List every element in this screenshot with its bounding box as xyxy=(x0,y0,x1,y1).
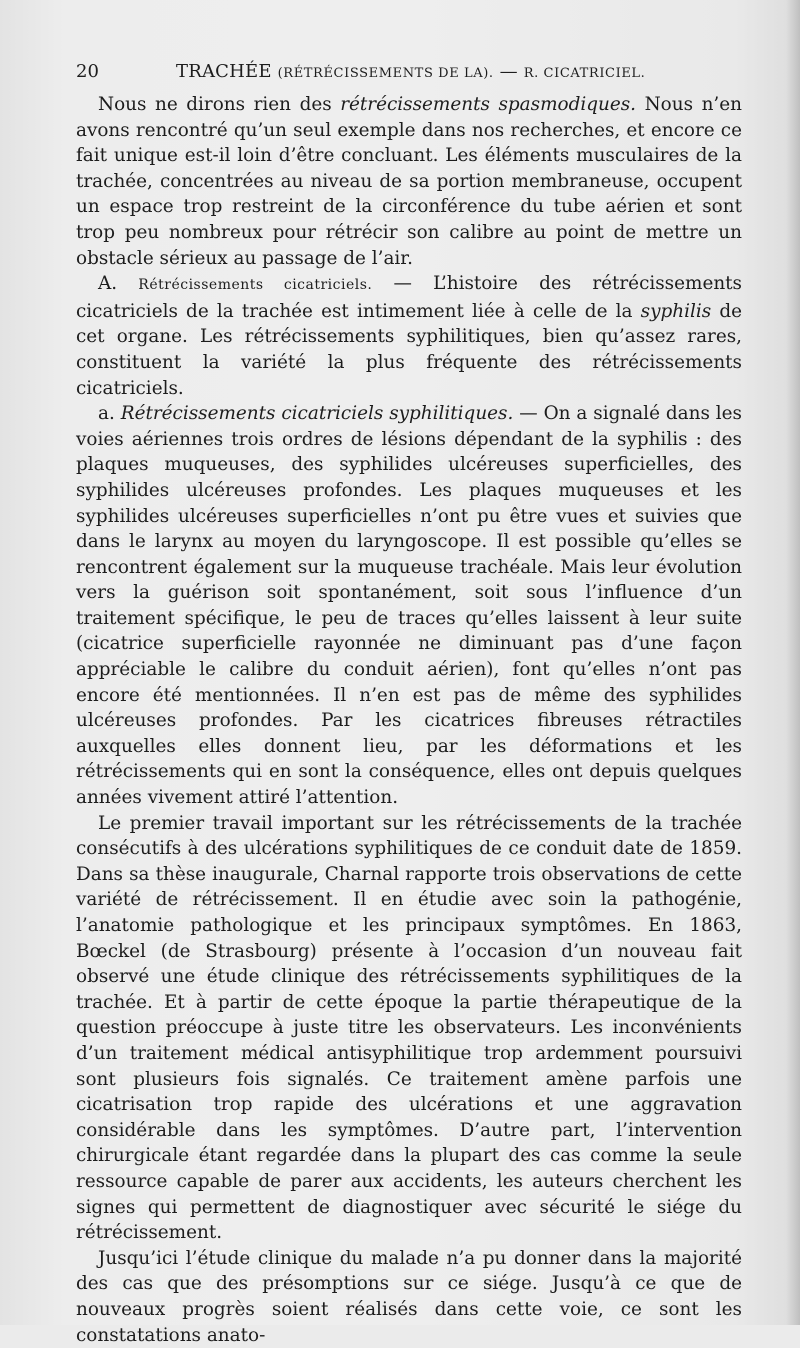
paragraph-clinical: Jusqu’ici l’étude clinique du malade n’a pu donner dans la majorité des cas que des présomptions sur ce siége. Jusqu’à ce que de nouveaux progrès soient réalisés dans cette voie, ce sont les constatations anato- xyxy=(76,1247,742,1346)
body-text xyxy=(76,92,742,1348)
paragraph-syphilitic xyxy=(76,401,742,811)
p3-lead: a. xyxy=(98,403,121,425)
p3-emphasis: Rétrécissements cicatriciels syphilitiques. xyxy=(120,403,514,425)
running-head xyxy=(76,58,742,86)
p2-text2: de cet organe. Les rétrécissements syphilitiques, bien qu’assez rares, constituent la variété la plus fréquente des rétrécissements cicatriciels. xyxy=(76,300,742,399)
paragraph-cicatricial xyxy=(76,271,742,401)
p1-emphasis: rétrécissements spasmodiques. xyxy=(340,94,637,115)
head-title-dash: — xyxy=(499,61,518,82)
page-number: 20 xyxy=(76,61,99,82)
page-spine-shadow xyxy=(786,0,800,1325)
paragraph-spasmodic xyxy=(76,92,742,271)
head-section-label: R. CICATRICIEL. xyxy=(523,66,646,81)
head-title-subtitle: (RÉTRÉCISSEMENTS DE LA). xyxy=(277,66,494,81)
p2-heading: Rétrécissements cicatriciels. xyxy=(138,277,373,294)
head-title-main: TRACHÉE xyxy=(176,61,272,82)
p1-pre: Nous ne dirons rien des xyxy=(98,94,341,115)
p2-emphasis: syphilis xyxy=(640,300,712,322)
running-head-title xyxy=(176,58,645,88)
p2-text1: — L’histoire des rétrécissements cicatriciels de la trachée est intimement liée à celle de la xyxy=(76,273,742,322)
paragraph-history: Le premier travail important sur les rétrécissements de la trachée consécutifs à des ulcérations syphilitiques de ce conduit date de 1859. Dans sa thèse inaugurale, Charnal rapporte trois observations de cette variété de rétrécissement. Il en étudie avec soin la pathogénie, l’anatomie pathologique et les principaux symptômes. En 1863, Bœckel (de Strasbourg) présente à l’occasion d’un nouveau fait observé une étude clinique des rétrécissements syphilitiques de la trachée. Et à partir de cette époque la partie thérapeutique de la question préoccupe à juste titre les observateurs. Les inconvénients d’un traitement médical antisyphilitique trop ardemment poursuivi sont plusieurs fois signalés. Ce traitement amène parfois une cicatrisation trop rapide des ulcérations et une aggravation considérable dans les symptômes. D’autre part, l’intervention chirurgicale étant regardée dans la plupart des cas comme la seule ressource capable de parer aux accidents, les auteurs cherchent les signes qui permettent de diagnostiquer avec sécurité le siége du rétrécissement. xyxy=(76,812,742,1244)
p1-post: Nous n’en avons rencontré qu’un seul exemple dans nos recherches, et encore ce fait unique est-il loin d’être concluant. Les éléments musculaires de la trachée, concentrées au niveau de sa portion membraneuse, occupent un espace trop restreint de la circonférence du tube aérien et sont trop peu nombreux pour rétrécir son calibre au point de mettre un obstacle sérieux au passage de l’air. xyxy=(76,94,742,269)
p2-lead: A. xyxy=(98,273,139,295)
p3-text: — On a signalé dans les voies aériennes trois ordres de lésions dépendant de la syphilis : des plaques muqueuses, des syphilides ulcéreuses superficielles, des syphilides ulcéreuses profondes. Les plaques muqueuses et les syphilides ulcéreuses superficielles n’ont pu être vues et suivies que dans le larynx au moyen du laryngoscope. Il est possible qu’elles se rencontrent également sur la muqueuse trachéale. Mais leur évolution vers la guérison soit spontanément, soit sous l’influence d’un traitement spécifique, le peu de traces qu’elles laissent à leur suite (cicatrice superficielle rayonnée ne diminuant pas d’une façon appréciable le calibre du conduit aérien), font qu’elles n’ont pas encore été mentionnées. Il n’en est pas de même des syphilides ulcéreuses profondes. Par les cicatrices fibreuses rétractiles auxquelles elles donnent lieu, par les déformations et les rétrécissements qui en sont la conséquence, elles ont depuis quelques années vivement attiré l’attention. xyxy=(76,403,743,809)
